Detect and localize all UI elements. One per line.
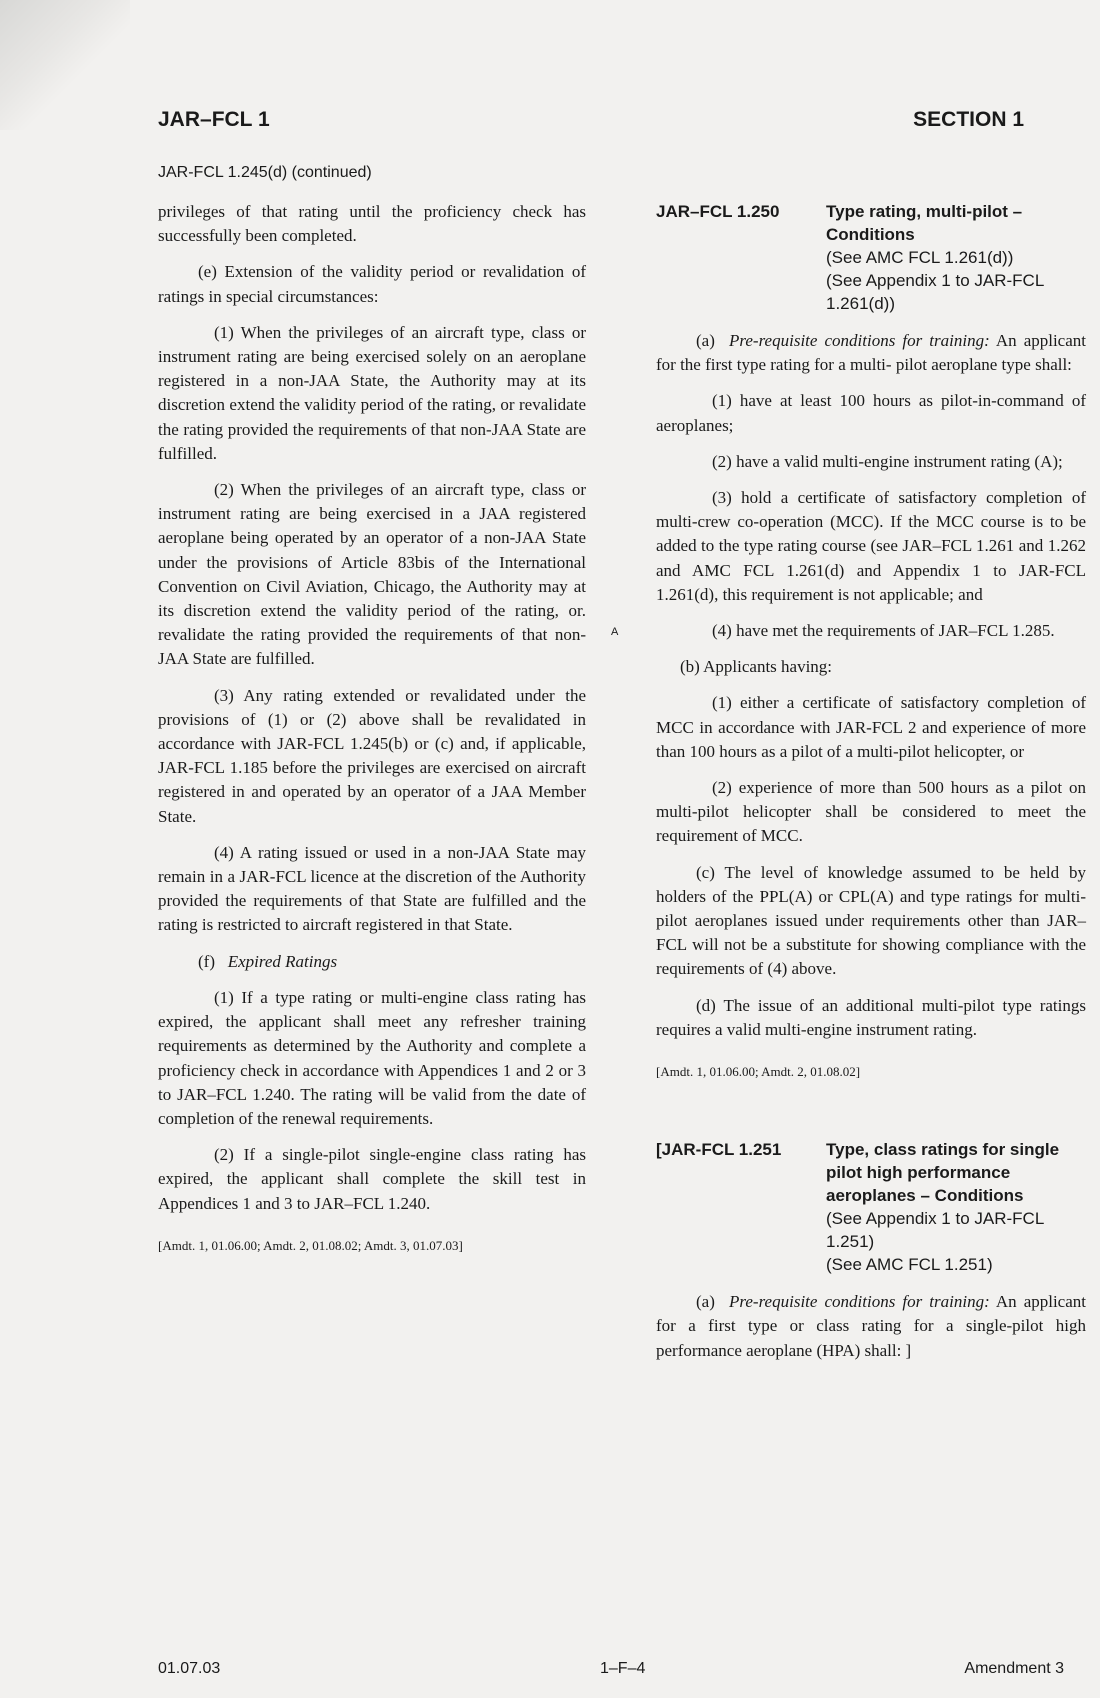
rule-see-ref: (See AMC FCL 1.261(d)) bbox=[826, 248, 1014, 267]
paragraph-a3: (3) hold a certificate of satisfactory completion of multi-crew co-operation (MCC). If the MCC course is to be added to the type rating course (see JAR–FCL 1.261 and 1.262 and AMC FCL 1.261(d) and Appendix 1 to JAR-FCL 1.261(d), this requirement is not applicable; and bbox=[656, 488, 1086, 604]
footer-page-number: 1–F–4 bbox=[600, 1660, 646, 1677]
f-label: (f) bbox=[198, 951, 215, 971]
a251-label: (a) bbox=[696, 1292, 715, 1312]
paragraph-privileges: privileges of that rating until the proficiency check has successfully been completed. bbox=[158, 202, 586, 246]
rule-see-ref: (See Appendix 1 to JAR-FCL 1.261(d)) bbox=[826, 271, 1044, 313]
rule-heading-1-251 bbox=[656, 1138, 1086, 1276]
paragraph-b1: (1) either a certificate of satisfactory completion of MCC in accordance with JAR-FCL 2 and experience of more than 100 hours as a pilot of a multi-pilot helicopter, or bbox=[656, 693, 1086, 761]
a-label: (a) bbox=[696, 331, 715, 350]
paragraph-e3: (3) Any rating extended or revalidated under the provisions of (1) or (2) above shall be revalidated in accordance with JAR-FCL 1.245(b) or (c) and, if applicable, JAR-FCL 1.185 before the privileges are exercised on aircraft registered in and operated by an operator of a JAA Member State. bbox=[158, 685, 586, 826]
page-fold-shadow bbox=[0, 0, 130, 130]
paragraph-d: (d) The issue of an additional multi-pilot type ratings requires a valid multi-engine instrument rating. bbox=[656, 995, 1086, 1039]
footer-date: 01.07.03 bbox=[158, 1660, 221, 1677]
right-column bbox=[656, 200, 1086, 1375]
stray-mark: A bbox=[611, 626, 619, 638]
paragraph-f1: (1) If a type rating or multi-engine class rating has expired, the applicant shall meet any refresher training requirements as determined by the Authority and complete a proficiency check in accordance with Appendices 1 and 2 or 3 to JAR–FCL 1.240. The rating will be valid from the date of completion of the renewal requirements. bbox=[158, 987, 586, 1128]
paragraph-a4: (4) have met the requirements of JAR–FCL 1.285. bbox=[712, 621, 1055, 641]
rule-see-ref: (See AMC FCL 1.251) bbox=[826, 1255, 993, 1275]
footer-amendment: Amendment 3 bbox=[964, 1660, 1064, 1677]
rule-number: [JAR-FCL 1.251 bbox=[656, 1140, 782, 1160]
header-left: JAR–FCL 1 bbox=[158, 108, 270, 131]
a251-title: Pre-requisite conditions for training: bbox=[729, 1292, 990, 1312]
rule-see-ref: (See Appendix 1 to JAR-FCL 1.251) bbox=[826, 1209, 1044, 1252]
paragraph-e1: (1) When the privileges of an aircraft type, class or instrument rating are being exercised solely on an aeroplane registered in a non-JAA State, the Authority may at its discretion extend the validity period of the rating, or revalidate the rating provided the requirements of that non-JAA State are fulfilled. bbox=[158, 322, 586, 463]
paragraph-b2: (2) experience of more than 500 hours as a pilot on multi-pilot helicopter shall be considered to meet the requirement of MCC. bbox=[656, 778, 1086, 846]
amendment-note-right: [Amdt. 1, 01.06.00; Amdt. 2, 01.08.02] bbox=[656, 1064, 861, 1080]
paragraph-f2: (2) If a single-pilot single-engine class rating has expired, the applicant shall complete the skill test in Appendices 1 and 3 to JAR–FCL 1.240. bbox=[158, 1145, 586, 1213]
rule-title: Type, class ratings for single pilot high performance aeroplanes – Conditions bbox=[826, 1140, 1060, 1206]
a-title: Pre-requisite conditions for training: bbox=[729, 331, 990, 350]
amendment-note-left: [Amdt. 1, 01.06.00; Amdt. 2, 01.08.02; Amdt. 3, 01.07.03] bbox=[158, 1237, 463, 1253]
paragraph-b: (b) Applicants having: bbox=[680, 657, 833, 677]
left-column bbox=[158, 200, 586, 1270]
paragraph-e4: (4) A rating issued or used in a non-JAA State may remain in a JAR-FCL licence at the discretion of the Authority provided the requirements of that State are fulfilled and the rating is restricted to aircraft registered in that State. bbox=[158, 842, 586, 935]
paragraph-c: (c) The level of knowledge assumed to be held by holders of the PPL(A) or CPL(A) and type ratings for multi-pilot aeroplanes issued under requirements other than JAR–FCL will not be a substitute for showing compliance with the requirements of (4) above. bbox=[656, 862, 1086, 979]
rule-title: Type rating, multi-pilot – Conditions bbox=[826, 202, 1023, 244]
paragraph-f-heading bbox=[158, 950, 586, 974]
paragraph-a1: (1) have at least 100 hours as pilot-in-command of aeroplanes; bbox=[656, 391, 1086, 435]
rule-heading-1-250 bbox=[656, 200, 1086, 315]
paragraph-a2: (2) have a valid multi-engine instrument rating (A); bbox=[712, 451, 1063, 471]
paragraph-a bbox=[656, 329, 1086, 377]
header-right: SECTION 1 bbox=[913, 108, 1024, 131]
a-text: An applicant for the first type rating for a multi- pilot aeroplane type shall: bbox=[656, 331, 1086, 375]
paragraph-e2: (2) When the privileges of an aircraft type, class or instrument rating are being exercised in a JAA registered aeroplane being operated by an operator of a non-JAA State under the provisions of Article 83bis of the International Convention on Civil Aviation, Chicago, the Authority may at its discretion extend the validity period of the rating, or. revalidate the rating provided the requirements of that non-JAA State are fulfilled. bbox=[158, 480, 586, 669]
a251-text: An applicant for a first type or class rating for a single-pilot high performance aeroplane (HPA) shall: ] bbox=[656, 1292, 1086, 1360]
paragraph-e: (e) Extension of the validity period or revalidation of ratings in special circumstances: bbox=[158, 262, 586, 306]
paragraph-a-251 bbox=[656, 1290, 1086, 1363]
f-title: Expired Ratings bbox=[227, 951, 338, 971]
continued-label: JAR-FCL 1.245(d) (continued) bbox=[158, 164, 372, 181]
rule-number: JAR–FCL 1.250 bbox=[656, 202, 780, 221]
